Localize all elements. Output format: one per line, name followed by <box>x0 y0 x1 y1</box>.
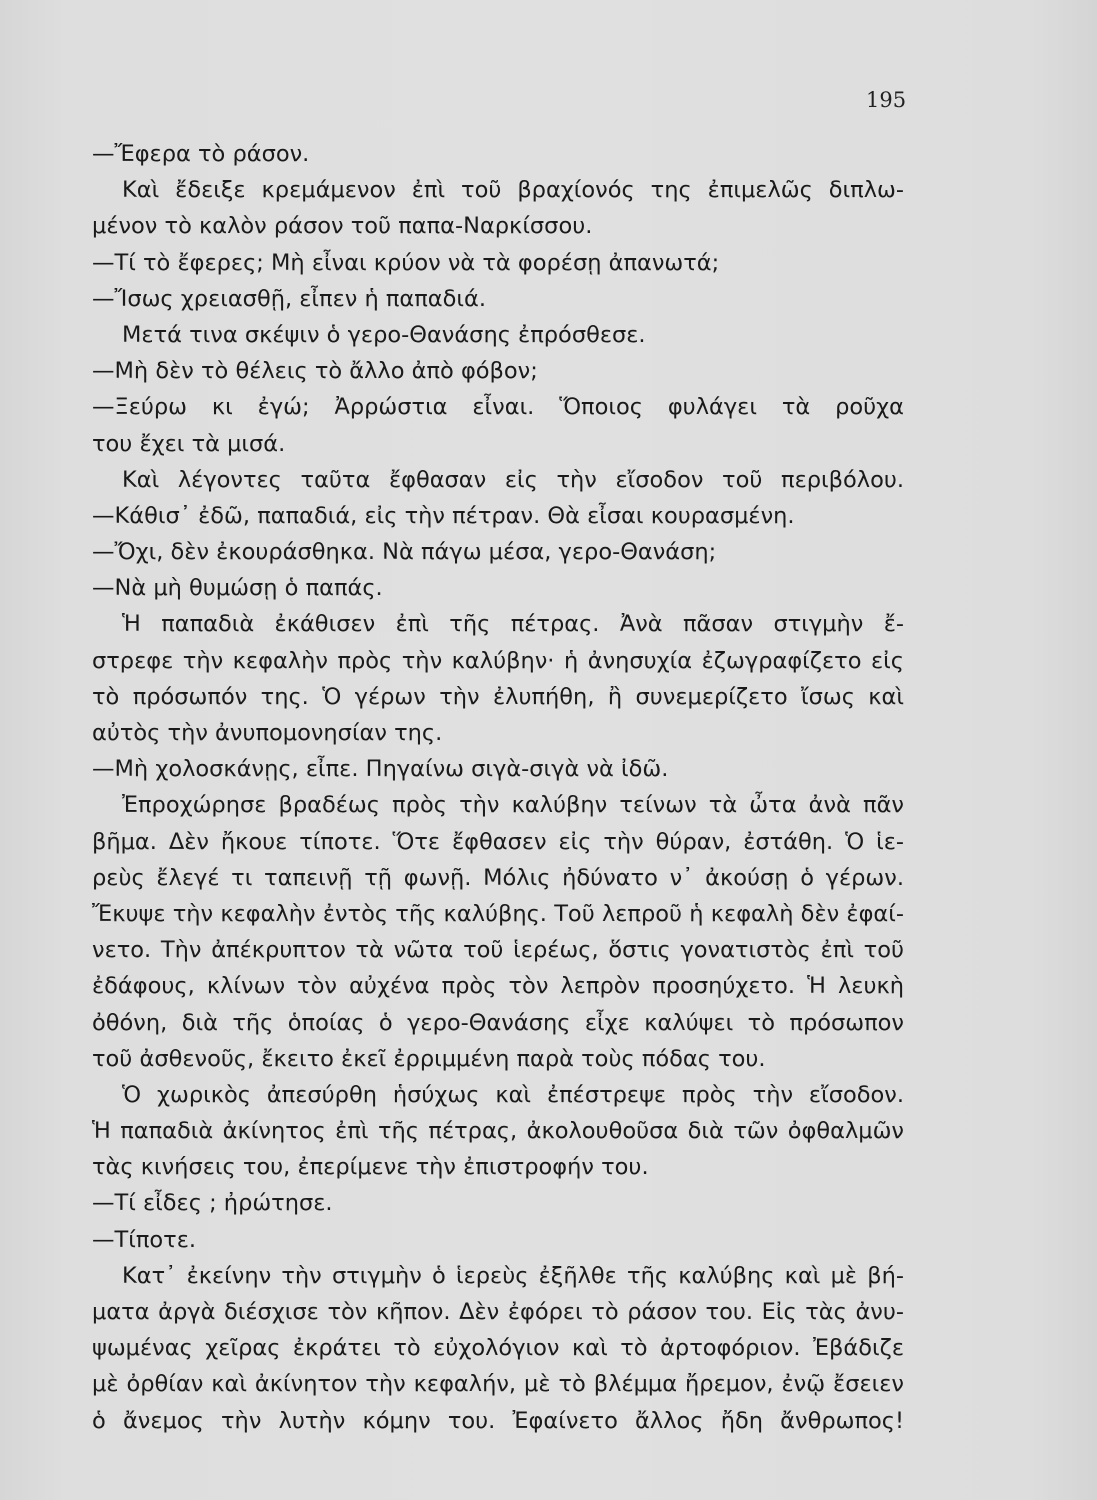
text-line: στρεφε τὴν κεφαλὴν πρὸς τὴν καλύβην· ἡ ἀνησυχία ἐζωγραφίζετο εἰς <box>92 647 904 674</box>
text-line: ἐδάφους, κλίνων τὸν αὐχένα πρὸς τὸν λεπρὸν προσηύχετο. Ἡ λευκὴ <box>92 973 904 1000</box>
text-line: Καὶ ἔδειξε κρεμάμενον ἐπὶ τοῦ βραχίονός της ἐπιμελῶς διπλω- <box>122 177 904 204</box>
text-line: ρεὺς ἔλεγέ τι ταπεινῇ τῇ φωνῇ. Μόλις ἠδύνατο ν᾽ ἀκούσῃ ὁ γέρων. <box>92 864 904 891</box>
text-line: —Τί εἶδες ; ἠρώτησε. <box>92 1190 333 1217</box>
text-line: ματα ἀργὰ διέσχισε τὸν κῆπον. Δὲν ἐφόρει τὸ ράσον του. Εἰς τὰς ἀνυ- <box>92 1299 904 1325</box>
text-line: αὐτὸς τὴν ἀνυπομονησίαν της. <box>92 720 443 746</box>
text-line: Ὁ χωρικὸς ἀπεσύρθη ἡσύχως καὶ ἐπέστρεψε πρὸς τὴν εἴσοδον. <box>122 1081 904 1108</box>
body-text <box>92 136 904 1439</box>
text-line: τὸ πρόσωπόν της. Ὁ γέρων τὴν ἐλυπήθη, ἢ συνεμερίζετο ἴσως καὶ <box>92 683 904 710</box>
text-line: Κατ᾽ ἐκείνην τὴν στιγμὴν ὁ ἱερεὺς ἐξῆλθε τῆς καλύβης καὶ μὲ βή- <box>122 1262 904 1289</box>
text-line: τοῦ ἀσθενοῦς, ἔκειτο ἐκεῖ ἐρριμμένη παρὰ τοὺς πόδας του. <box>92 1045 766 1072</box>
text-line: Ἡ παπαδιὰ ἐκάθισεν ἐπὶ τῆς πέτρας. Ἀνὰ πᾶσαν στιγμὴν ἔ- <box>122 611 904 638</box>
text-line: νετο. Τὴν ἀπέκρυπτον τὰ νῶτα τοῦ ἱερέως, ὅστις γονατιστὸς ἐπὶ τοῦ <box>92 937 904 964</box>
text-line: μὲ ὀρθίαν καὶ ἀκίνητον τὴν κεφαλήν, μὲ τὸ βλέμμα ἤρεμον, ἐνῷ ἔσειεν <box>92 1371 904 1398</box>
text-line: Μετά τινα σκέψιν ὁ γερο-Θανάσης ἐπρόσθεσε. <box>122 321 646 348</box>
text-line: —Ἔφερα τὸ ράσον. <box>92 141 310 167</box>
text-line: —Ξεύρω κι ἐγώ; Ἀρρώστια εἶναι. Ὅποιος φυλάγει τὰ ροῦχα <box>92 394 904 421</box>
text-line: Ἡ παπαδιὰ ἀκίνητος ἐπὶ τῆς πέτρας, ἀκολουθοῦσα διὰ τῶν ὀφθαλμῶν <box>92 1118 904 1145</box>
text-line: —Τίποτε. <box>92 1226 197 1253</box>
text-line: του ἔχει τὰ μισά. <box>92 430 286 457</box>
text-line: —Κάθισ᾽ ἐδῶ, παπαδιά, εἰς τὴν πέτραν. Θὰ εἶσαι κουρασμένη. <box>92 502 795 529</box>
text-line: —Μὴ δὲν τὸ θέλεις τὸ ἄλλο ἀπὸ φόβον; <box>92 358 538 385</box>
text-line: Ἔκυψε τὴν κεφαλὴν ἐντὸς τῆς καλύβης. Τοῦ λεπροῦ ἡ κεφαλὴ δὲν ἐφαί- <box>92 900 904 927</box>
text-line: —Ἴσως χρειασθῇ, εἶπεν ἡ παπαδιά. <box>92 285 487 312</box>
text-line: ὁ ἄνεμος τὴν λυτὴν κόμην του. Ἐφαίνετο ἄλλος ἤδη ἄνθρωπος! <box>92 1407 904 1434</box>
text-line: μένον τὸ καλὸν ράσον τοῦ παπα-Ναρκίσσου. <box>92 213 593 240</box>
text-line: ψωμένας χεῖρας ἐκράτει τὸ εὐχολόγιον καὶ τὸ ἀρτοφόριον. Ἐβάδιζε <box>92 1335 904 1362</box>
text-line: —Μὴ χολοσκάνῃς, εἶπε. Πηγαίνω σιγὰ-σιγὰ νὰ ἰδῶ. <box>92 756 669 783</box>
text-line: ὀθόνη, διὰ τῆς ὁποίας ὁ γερο-Θανάσης εἶχε καλύψει τὸ πρόσωπον <box>92 1009 904 1036</box>
text-line: τὰς κινήσεις του, ἐπερίμενε τὴν ἐπιστροφήν του. <box>92 1154 649 1181</box>
text-line: Καὶ λέγοντες ταῦτα ἔφθασαν εἰς τὴν εἴσοδον τοῦ περιβόλου. <box>122 466 904 493</box>
text-line: —Τί τὸ ἔφερες; Μὴ εἶναι κρύον νὰ τὰ φορέσῃ ἀπανωτά; <box>92 249 720 276</box>
text-line: βῆμα. Δὲν ἤκουε τίποτε. Ὅτε ἔφθασεν εἰς τὴν θύραν, ἐστάθη. Ὁ ἱε- <box>92 828 904 855</box>
text-line: Ἐπροχώρησε βραδέως πρὸς τὴν καλύβην τείνων τὰ ὦτα ἀνὰ πᾶν <box>122 792 904 819</box>
page-number: 195 <box>866 88 907 112</box>
text-line: —Νὰ μὴ θυμώσῃ ὁ παπάς. <box>92 575 383 602</box>
text-line: —Ὄχι, δὲν ἐκουράσθηκα. Νὰ πάγω μέσα, γερο-Θανάση; <box>92 539 717 566</box>
